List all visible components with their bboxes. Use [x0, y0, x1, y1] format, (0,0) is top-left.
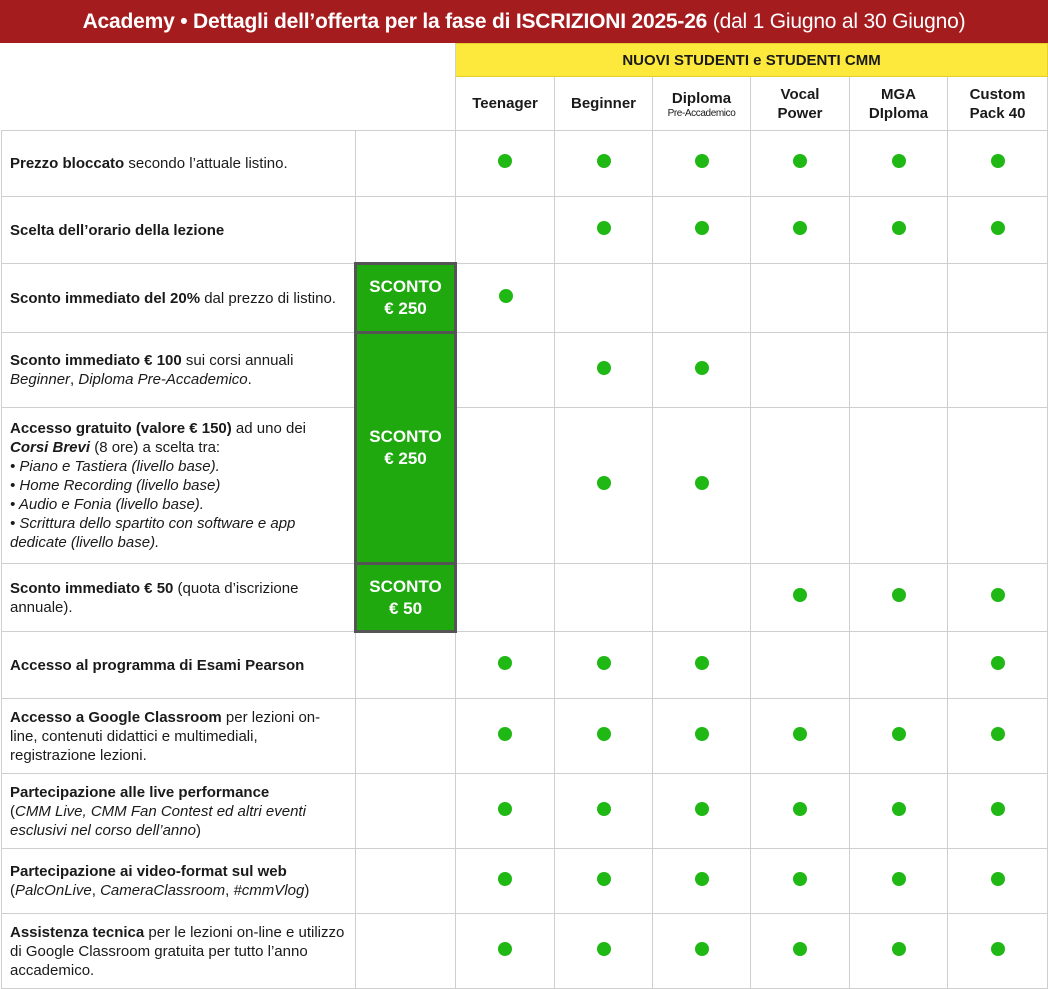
check-cell — [555, 564, 653, 632]
table-row — [2, 699, 1048, 774]
check-cell — [555, 408, 653, 564]
table-row — [2, 914, 1048, 989]
title-main: Academy • Dettagli dell’offerta per la fase di ISCRIZIONI 2025-26 — [82, 10, 708, 33]
check-cell — [751, 197, 850, 264]
feature-label: Prezzo bloccato secondo l’attuale listino. — [2, 131, 356, 197]
check-cell — [850, 264, 948, 333]
green-dot-icon — [892, 588, 906, 602]
column-header — [751, 77, 850, 131]
check-cell — [751, 774, 850, 849]
green-dot-icon — [793, 872, 807, 886]
check-cell — [948, 264, 1048, 333]
green-dot-icon — [695, 727, 709, 741]
column-header-label: Beginner — [570, 95, 636, 112]
green-dot-icon — [991, 656, 1005, 670]
green-dot-icon — [793, 942, 807, 956]
green-dot-icon — [793, 154, 807, 168]
check-cell — [850, 197, 948, 264]
green-dot-icon — [892, 221, 906, 235]
green-dot-icon — [695, 802, 709, 816]
check-cell — [653, 197, 751, 264]
empty-cell — [356, 632, 456, 699]
green-dot-icon — [597, 942, 611, 956]
check-cell — [850, 333, 948, 408]
green-dot-icon — [498, 656, 512, 670]
check-cell — [948, 914, 1048, 989]
check-cell — [850, 699, 948, 774]
green-dot-icon — [499, 289, 513, 303]
empty-cell — [356, 914, 456, 989]
title-dates: (dal 1 Giugno al 30 Giugno) — [707, 10, 966, 33]
feature-label: Sconto immediato del 20% dal prezzo di listino. — [2, 264, 356, 333]
green-dot-icon — [597, 361, 611, 375]
feature-label: Accesso gratuito (valore € 150) ad uno dei Corsi Brevi (8 ore) a scelta tra: • Piano e Tastiera (livello base). • Home Recording (livello base) • Audio e Fonia (livello base). • Scrittura dello spartito con software e app dedicate (livello base). — [2, 408, 356, 564]
check-cell — [653, 849, 751, 914]
check-cell — [751, 564, 850, 632]
column-header-label: Pack 40 — [969, 104, 1026, 122]
feature-label: Partecipazione alle live performance (CMM Live, CMM Fan Contest ed altri eventi esclusivi nel corso dell’anno) — [2, 774, 356, 849]
green-dot-icon — [991, 588, 1005, 602]
green-dot-icon — [695, 221, 709, 235]
check-cell — [555, 632, 653, 699]
check-cell — [653, 914, 751, 989]
green-dot-icon — [597, 727, 611, 741]
sconto-amount: € 250 — [384, 449, 427, 468]
green-dot-icon — [793, 588, 807, 602]
check-cell — [948, 774, 1048, 849]
check-cell — [751, 849, 850, 914]
green-dot-icon — [892, 154, 906, 168]
column-header — [850, 77, 948, 131]
green-dot-icon — [597, 802, 611, 816]
green-dot-icon — [991, 154, 1005, 168]
feature-label: Sconto immediato € 50 (quota d’iscrizione annuale). — [2, 564, 356, 632]
green-dot-icon — [498, 872, 512, 886]
sconto-250-badge — [356, 264, 456, 333]
column-header-label: Custom — [969, 85, 1026, 103]
green-dot-icon — [793, 802, 807, 816]
check-cell — [751, 699, 850, 774]
check-cell — [456, 131, 555, 197]
green-dot-icon — [597, 476, 611, 490]
check-cell — [653, 564, 751, 632]
green-dot-icon — [793, 727, 807, 741]
check-cell — [948, 632, 1048, 699]
group-header: NUOVI STUDENTI e STUDENTI CMM — [456, 44, 1048, 77]
column-header — [948, 77, 1048, 131]
column-header-label: MGA — [881, 85, 916, 103]
check-cell — [653, 333, 751, 408]
table-row — [2, 564, 1048, 632]
check-cell — [751, 131, 850, 197]
green-dot-icon — [695, 942, 709, 956]
table-row — [2, 774, 1048, 849]
column-header-label: DIploma — [868, 104, 929, 122]
green-dot-icon — [695, 154, 709, 168]
check-cell — [850, 914, 948, 989]
check-cell — [555, 774, 653, 849]
check-cell — [456, 333, 555, 408]
check-cell — [456, 849, 555, 914]
feature-label: Scelta dell’orario della lezione — [2, 197, 356, 264]
page-title — [0, 0, 1048, 43]
green-dot-icon — [793, 221, 807, 235]
column-header — [653, 77, 751, 131]
sconto-amount: € 250 — [384, 299, 427, 318]
table-row — [2, 197, 1048, 264]
check-cell — [751, 408, 850, 564]
check-cell — [456, 699, 555, 774]
check-cell — [948, 333, 1048, 408]
empty-cell — [356, 197, 456, 264]
feature-label: Accesso al programma di Esami Pearson — [2, 632, 356, 699]
table-row — [2, 632, 1048, 699]
check-cell — [653, 699, 751, 774]
sconto-label: SCONTO — [369, 427, 442, 446]
offer-table — [1, 43, 1048, 989]
check-cell — [850, 774, 948, 849]
green-dot-icon — [892, 942, 906, 956]
header-blank — [2, 44, 456, 131]
check-cell — [850, 131, 948, 197]
check-cell — [751, 264, 850, 333]
check-cell — [850, 564, 948, 632]
green-dot-icon — [597, 656, 611, 670]
green-dot-icon — [991, 221, 1005, 235]
check-cell — [850, 408, 948, 564]
green-dot-icon — [597, 221, 611, 235]
green-dot-icon — [892, 727, 906, 741]
empty-cell — [356, 131, 456, 197]
green-dot-icon — [892, 872, 906, 886]
check-cell — [456, 408, 555, 564]
check-cell — [948, 197, 1048, 264]
sconto-label: SCONTO — [369, 277, 442, 296]
green-dot-icon — [498, 942, 512, 956]
sconto-50-badge — [356, 564, 456, 632]
check-cell — [948, 564, 1048, 632]
column-header — [456, 77, 555, 131]
column-header — [555, 77, 653, 131]
empty-cell — [356, 849, 456, 914]
check-cell — [456, 197, 555, 264]
check-cell — [555, 197, 653, 264]
green-dot-icon — [695, 476, 709, 490]
table-row — [2, 264, 1048, 333]
column-header-label: Power — [777, 104, 823, 122]
check-cell — [751, 632, 850, 699]
green-dot-icon — [597, 872, 611, 886]
feature-label: Assistenza tecnica per le lezioni on-line e utilizzo di Google Classroom gratuita per tutto l’anno accademico. — [2, 914, 356, 989]
check-cell — [555, 333, 653, 408]
check-cell — [456, 264, 555, 333]
check-cell — [751, 914, 850, 989]
feature-label: Sconto immediato € 100 sui corsi annuali Beginner, Diploma Pre-Accademico. — [2, 333, 356, 408]
check-cell — [555, 264, 653, 333]
column-header-label: Diploma — [671, 89, 732, 107]
check-cell — [555, 131, 653, 197]
check-cell — [653, 264, 751, 333]
check-cell — [948, 408, 1048, 564]
green-dot-icon — [991, 802, 1005, 816]
feature-label: Accesso a Google Classroom per lezioni on-line, contenuti didattici e multimediali, registrazione lezioni. — [2, 699, 356, 774]
green-dot-icon — [498, 154, 512, 168]
column-header-label: Vocal — [780, 85, 820, 103]
check-cell — [456, 564, 555, 632]
green-dot-icon — [991, 942, 1005, 956]
check-cell — [850, 632, 948, 699]
table-row — [2, 849, 1048, 914]
sconto-label: SCONTO — [369, 576, 442, 596]
check-cell — [456, 774, 555, 849]
check-cell — [456, 632, 555, 699]
check-cell — [948, 849, 1048, 914]
green-dot-icon — [695, 656, 709, 670]
green-dot-icon — [695, 872, 709, 886]
table-row — [2, 131, 1048, 197]
green-dot-icon — [991, 872, 1005, 886]
check-cell — [456, 914, 555, 989]
check-cell — [653, 131, 751, 197]
check-cell — [751, 333, 850, 408]
check-cell — [948, 699, 1048, 774]
check-cell — [555, 699, 653, 774]
green-dot-icon — [498, 727, 512, 741]
sconto-amount: € 50 — [388, 598, 423, 618]
check-cell — [850, 849, 948, 914]
green-dot-icon — [991, 727, 1005, 741]
check-cell — [948, 131, 1048, 197]
check-cell — [555, 849, 653, 914]
green-dot-icon — [695, 361, 709, 375]
empty-cell — [356, 699, 456, 774]
green-dot-icon — [597, 154, 611, 168]
column-header-label: Teenager — [472, 95, 538, 112]
check-cell — [653, 408, 751, 564]
table-row — [2, 333, 1048, 408]
check-cell — [653, 632, 751, 699]
table-row — [2, 408, 1048, 564]
column-header-sub: Pre-Accademico — [667, 107, 736, 119]
sconto-250-badge-2 — [356, 333, 456, 564]
check-cell — [653, 774, 751, 849]
green-dot-icon — [498, 802, 512, 816]
empty-cell — [356, 774, 456, 849]
check-cell — [555, 914, 653, 989]
green-dot-icon — [892, 802, 906, 816]
feature-label: Partecipazione ai video-format sul web (PalcOnLive, CameraClassroom, #cmmVlog) — [2, 849, 356, 914]
